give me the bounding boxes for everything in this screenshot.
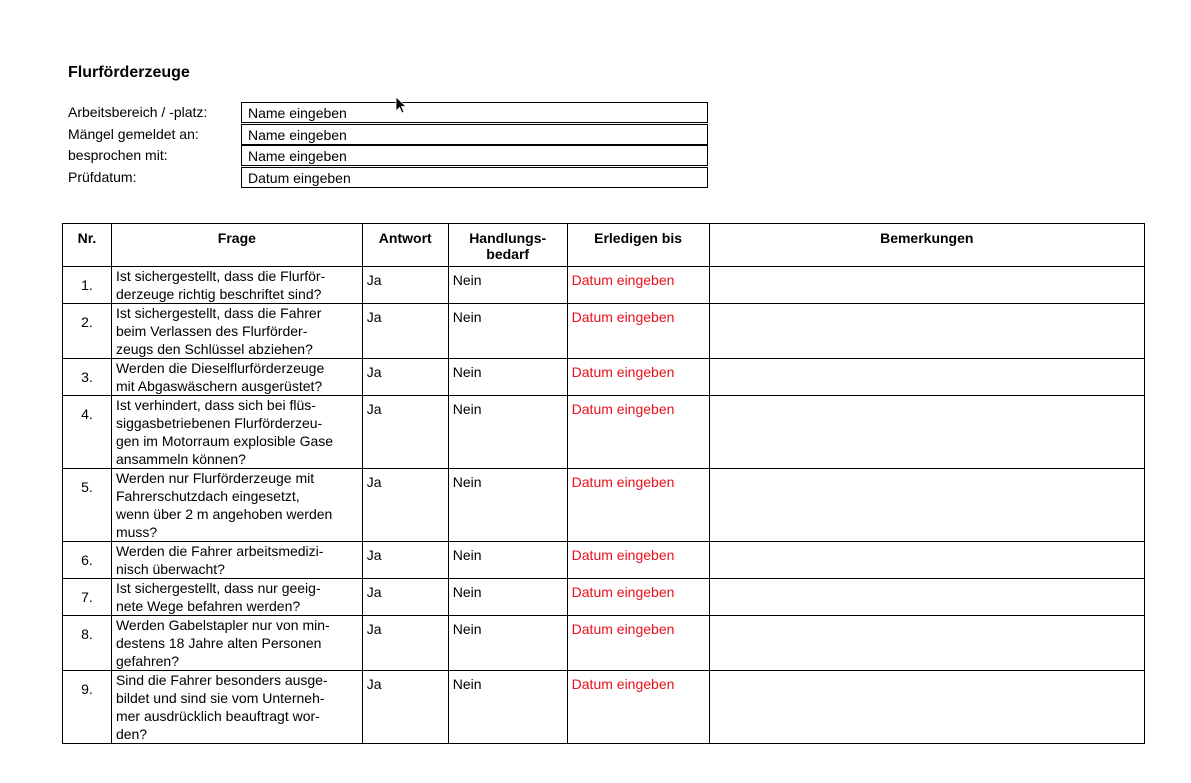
bemerkungen-cell[interactable] <box>709 469 1144 542</box>
answer-ja-cell[interactable]: Ja <box>362 396 448 469</box>
bemerkungen-cell[interactable] <box>709 396 1144 469</box>
row-number: 1. <box>63 267 112 304</box>
field-label-maengel: Mängel gemeldet an: <box>68 126 199 142</box>
page-title: Flurförderzeuge <box>68 64 190 81</box>
handlungsbedarf-nein-cell[interactable]: Nein <box>448 359 567 396</box>
question-text: Werden die Dieselflurförderzeuge mit Abgaswäschern ausgerüstet? <box>111 359 362 396</box>
erledigen-bis-date-field[interactable]: Datum eingeben <box>567 267 709 304</box>
table-row <box>63 359 1145 396</box>
erledigen-bis-date-field[interactable]: Datum eingeben <box>567 359 709 396</box>
column-header-nr: Nr. <box>63 224 112 267</box>
table-row <box>63 579 1145 616</box>
handlungsbedarf-nein-cell[interactable]: Nein <box>448 671 567 744</box>
arbeitsbereich-field[interactable]: Name eingeben <box>241 102 708 123</box>
column-header-antwort: Antwort <box>362 224 448 267</box>
column-header-handlungsbedarf: Handlungs- bedarf <box>448 224 567 267</box>
maengel-gemeldet-field[interactable]: Name eingeben <box>241 124 708 145</box>
erledigen-bis-date-field[interactable]: Datum eingeben <box>567 396 709 469</box>
answer-ja-cell[interactable]: Ja <box>362 359 448 396</box>
handlungsbedarf-nein-cell[interactable]: Nein <box>448 304 567 359</box>
erledigen-bis-date-field[interactable]: Datum eingeben <box>567 671 709 744</box>
table-row <box>63 671 1145 744</box>
erledigen-bis-date-field[interactable]: Datum eingeben <box>567 616 709 671</box>
column-header-erledigen-bis: Erledigen bis <box>567 224 709 267</box>
erledigen-bis-date-field[interactable]: Datum eingeben <box>567 579 709 616</box>
row-number: 8. <box>63 616 112 671</box>
answer-ja-cell[interactable]: Ja <box>362 304 448 359</box>
table-row <box>63 469 1145 542</box>
question-text: Ist verhindert, dass sich bei flüs- siggasbetriebenen Flurförderzeu- gen im Motorraum explosible Gase ansammeln können? <box>111 396 362 469</box>
handlungsbedarf-nein-cell[interactable]: Nein <box>448 616 567 671</box>
answer-ja-cell[interactable]: Ja <box>362 579 448 616</box>
field-label-besprochen: besprochen mit: <box>68 147 168 163</box>
handlungsbedarf-nein-cell[interactable]: Nein <box>448 542 567 579</box>
bemerkungen-cell[interactable] <box>709 542 1144 579</box>
table-header-row <box>63 224 1145 267</box>
field-label-arbeitsbereich: Arbeitsbereich / -platz: <box>68 104 208 120</box>
row-number: 3. <box>63 359 112 396</box>
row-number: 7. <box>63 579 112 616</box>
column-header-bemerkungen: Bemerkungen <box>709 224 1144 267</box>
pruefdatum-field[interactable]: Datum eingeben <box>241 167 708 188</box>
bemerkungen-cell[interactable] <box>709 359 1144 396</box>
handlungsbedarf-nein-cell[interactable]: Nein <box>448 469 567 542</box>
question-text: Werden nur Flurförderzeuge mit Fahrerschutzdach eingesetzt, wenn über 2 m angehoben werden muss? <box>111 469 362 542</box>
row-number: 6. <box>63 542 112 579</box>
row-number: 4. <box>63 396 112 469</box>
question-text: Sind die Fahrer besonders ausge- bildet und sind sie vom Unterneh- mer ausdrücklich beauftragt wor- den? <box>111 671 362 744</box>
question-text: Werden Gabelstapler nur von min- destens 18 Jahre alten Personen gefahren? <box>111 616 362 671</box>
field-label-pruefdatum: Prüfdatum: <box>68 169 137 185</box>
answer-ja-cell[interactable]: Ja <box>362 469 448 542</box>
bemerkungen-cell[interactable] <box>709 304 1144 359</box>
table-row <box>63 304 1145 359</box>
bemerkungen-cell[interactable] <box>709 616 1144 671</box>
besprochen-mit-field[interactable]: Name eingeben <box>241 145 708 166</box>
question-text: Ist sichergestellt, dass die Flurför- derzeuge richtig beschriftet sind? <box>111 267 362 304</box>
table-row <box>63 267 1145 304</box>
row-number: 9. <box>63 671 112 744</box>
erledigen-bis-date-field[interactable]: Datum eingeben <box>567 304 709 359</box>
table-row <box>63 616 1145 671</box>
checklist-table <box>62 223 1145 744</box>
bemerkungen-cell[interactable] <box>709 671 1144 744</box>
answer-ja-cell[interactable]: Ja <box>362 671 448 744</box>
answer-ja-cell[interactable]: Ja <box>362 542 448 579</box>
question-text: Ist sichergestellt, dass die Fahrer beim Verlassen des Flurförder- zeugs den Schlüssel abziehen? <box>111 304 362 359</box>
answer-ja-cell[interactable]: Ja <box>362 616 448 671</box>
handlungsbedarf-nein-cell[interactable]: Nein <box>448 396 567 469</box>
erledigen-bis-date-field[interactable]: Datum eingeben <box>567 542 709 579</box>
question-text: Werden die Fahrer arbeitsmedizi- nisch überwacht? <box>111 542 362 579</box>
row-number: 5. <box>63 469 112 542</box>
erledigen-bis-date-field[interactable]: Datum eingeben <box>567 469 709 542</box>
answer-ja-cell[interactable]: Ja <box>362 267 448 304</box>
table-row <box>63 396 1145 469</box>
column-header-frage: Frage <box>111 224 362 267</box>
mouse-cursor-icon <box>395 96 409 116</box>
row-number: 2. <box>63 304 112 359</box>
bemerkungen-cell[interactable] <box>709 579 1144 616</box>
table-row <box>63 542 1145 579</box>
handlungsbedarf-nein-cell[interactable]: Nein <box>448 579 567 616</box>
question-text: Ist sichergestellt, dass nur geeig- nete Wege befahren werden? <box>111 579 362 616</box>
handlungsbedarf-nein-cell[interactable]: Nein <box>448 267 567 304</box>
bemerkungen-cell[interactable] <box>709 267 1144 304</box>
